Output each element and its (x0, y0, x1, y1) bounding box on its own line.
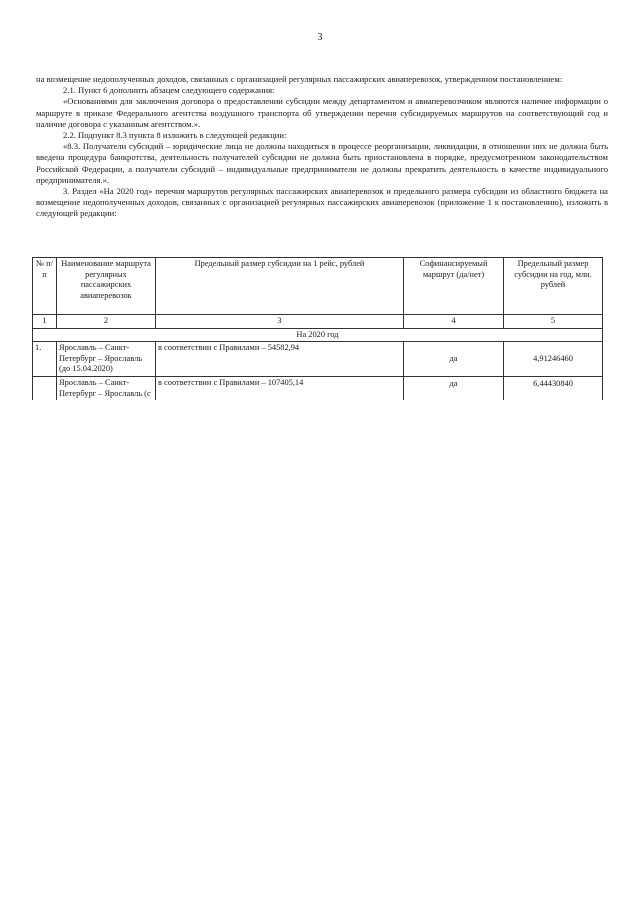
header-cofinanced: Софинансируемый маршрут (да/нет) (404, 258, 504, 315)
paragraph: на возмещение недополученных доходов, связанных с организацией регулярных пассажирских авиаперевозок, утвержденном постановлением: (36, 74, 563, 84)
body-text (36, 74, 608, 220)
table-row (33, 376, 603, 400)
row-yearly: 6,44430840 (504, 376, 603, 400)
column-number-row (33, 315, 603, 329)
row-yearly: 4,91246460 (504, 342, 603, 377)
table-row (33, 342, 603, 377)
paragraph: «8.3. Получатели субсидий – юридические лица не должны находиться в процессе реорганизации, ликвидации, в отношении них не должна быть введена процедура банкротства, деятельность получателей субсидии не должна быть приостановлена в порядке, предусмотренном законодательством Российской Федерации, а получатели субсидий – индивидуальные предприниматели не должны прекратить деятельность в качестве индивидуального предпринимателя.». (36, 141, 608, 185)
section-title: На 2020 год (33, 328, 603, 342)
row-num (33, 376, 57, 400)
table-header-row (33, 258, 603, 315)
column-number: 5 (504, 315, 603, 329)
row-num: 1. (33, 342, 57, 377)
header-yearly: Предельный размер субсидии на год, млн. рублей (504, 258, 603, 315)
column-number: 1 (33, 315, 57, 329)
paragraph: 2.2. Подпункт 8.3 пункта 8 изложить в следующей редакции: (63, 130, 287, 141)
header-num: № п/п (33, 258, 57, 315)
row-per-flight: в соответствии с Правилами – 54582,94 (156, 342, 404, 377)
section-row (33, 328, 603, 342)
row-route: Ярославль – Санкт-Петербург – Ярославль (с (57, 376, 156, 400)
header-route: Наименование маршрута регулярных пассажирских авиаперевозок (57, 258, 156, 315)
column-number: 2 (57, 315, 156, 329)
paragraph: 2.1. Пункт 6 дополнить абзацем следующего содержания: (63, 85, 275, 96)
column-number: 4 (404, 315, 504, 329)
row-cofinanced: да (404, 376, 504, 400)
column-number: 3 (156, 315, 404, 329)
routes-table (32, 257, 603, 400)
header-per-flight: Предельный размер субсидии на 1 рейс, рублей (156, 258, 404, 315)
paragraph: 3. Раздел «На 2020 год» перечня маршрутов регулярных пассажирских авиаперевозок и предельного размера субсидии из областного бюджета на возмещение недополученных доходов, связанных с организацией регулярных пассажирских авиаперевозок (приложение 1 к постановлению), изложить в следующей редакции: (36, 186, 608, 219)
row-cofinanced: да (404, 342, 504, 377)
paragraph: «Основаниями для заключения договора о предоставлении субсидии между департаментом и авиаперевозчиком являются наличие информации о маршруте в приказе Федерального агентства воздушного транспорта об утверждении перечня субсидируемых маршрутов на соответствующий год и наличие договора с указанным агентством.». (36, 96, 608, 129)
page-number: 3 (317, 32, 323, 43)
row-route: Ярославль – Санкт-Петербург – Ярославль (до 15.04.2020) (57, 342, 156, 377)
row-per-flight: в соответствии с Правилами – 107405,14 (156, 376, 404, 400)
